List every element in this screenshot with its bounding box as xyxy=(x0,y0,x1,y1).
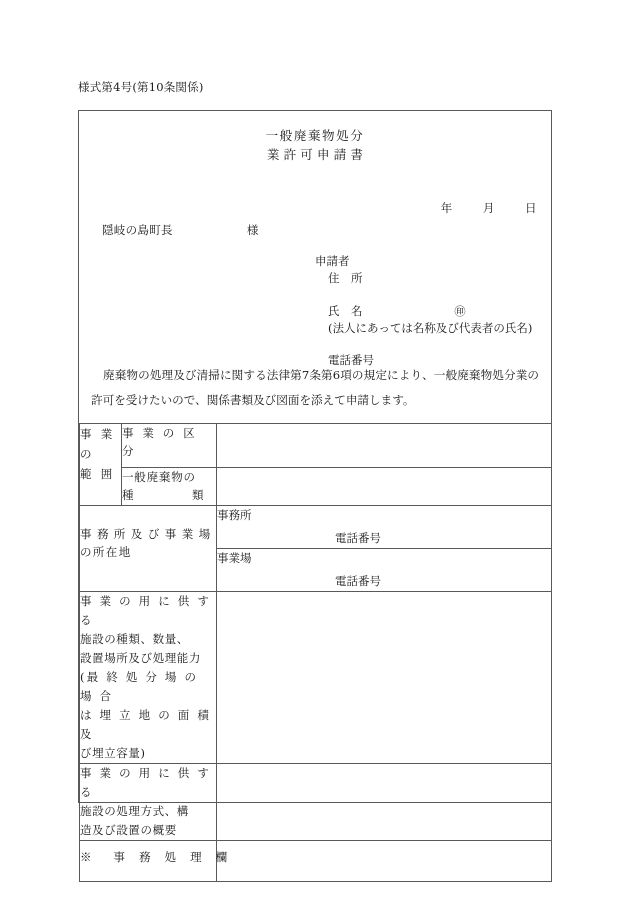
worksite-phone-label: 電話番号 xyxy=(335,574,381,588)
waste-type-label-kind2: 類 xyxy=(192,488,204,502)
document-title xyxy=(79,126,551,164)
facility-spec-line6: び埋立容量) xyxy=(80,746,146,760)
lead-paragraph-text: 廃棄物の処理及び清掃に関する法律第7条第6項の規定により、一般廃棄物処分業の許可を受けたいので、関係書類及び図面を添えて申請します。 xyxy=(91,368,539,407)
addressee xyxy=(102,222,259,238)
table-row-waste-type xyxy=(80,468,552,506)
location-label-line1: 事 務 所 及 び 事 業 場 xyxy=(80,527,212,541)
scope-label-line2: の xyxy=(80,447,95,461)
applicant-phone-label: 電話番号 xyxy=(328,353,374,367)
applicant-name-label: 氏 名 xyxy=(328,304,363,318)
facility-method-line2: 施設の処理方式、構 xyxy=(80,804,189,818)
date-year-label: 年 xyxy=(440,201,453,215)
date-month-label: 月 xyxy=(482,201,495,215)
lead-paragraph xyxy=(91,363,539,413)
addressee-honorific: 様 xyxy=(246,223,259,237)
facility-spec-line5: は 埋 立 地 の 面 積 及 xyxy=(80,708,212,741)
applicant-name-row xyxy=(315,303,532,320)
applicant-block xyxy=(315,253,532,369)
form-number: 様式第4号(第10条関係) xyxy=(78,80,204,94)
office-address-cell[interactable] xyxy=(217,506,552,549)
scope-category-label-text: 事 業 の 区 分 xyxy=(122,426,198,458)
waste-type-value[interactable] xyxy=(217,468,552,506)
waste-type-label-line1: 一般廃棄物の xyxy=(122,470,196,484)
scope-category-value[interactable] xyxy=(217,424,552,468)
location-label-line2: の所在地 xyxy=(80,545,132,559)
form-header-zone xyxy=(79,111,551,423)
table-row-facility-spec xyxy=(80,592,552,764)
scope-category-label xyxy=(122,424,217,468)
addressee-name: 隠岐の島町長 xyxy=(102,223,173,237)
date-line xyxy=(79,200,537,216)
facility-spec-line3: 設置場所及び処理能力 xyxy=(80,651,201,665)
location-label-cell xyxy=(80,506,217,592)
document-title-line2: 業許可申請書 xyxy=(266,147,368,162)
facility-method-value[interactable] xyxy=(217,764,552,841)
facility-spec-value[interactable] xyxy=(217,592,552,764)
table-row-facility-method xyxy=(80,764,552,841)
facility-spec-line1: 事 業 の 用 に 供 す る xyxy=(80,594,212,627)
application-table xyxy=(79,423,552,882)
facility-spec-line2: 施設の種類、数量、 xyxy=(80,632,189,646)
waste-type-label xyxy=(122,468,217,506)
table-row-office-location xyxy=(80,506,552,549)
facility-method-label xyxy=(80,764,217,841)
scope-label-line3: 範 囲 xyxy=(80,467,116,481)
office-use-label-text: ※ 事 務 処 理 欄 xyxy=(80,850,233,864)
document-title-line1: 一般廃棄物処分 xyxy=(265,128,365,143)
waste-type-label-line2 xyxy=(122,486,216,504)
applicant-heading: 申請者 xyxy=(315,254,350,268)
worksite-address-cell[interactable] xyxy=(217,549,552,592)
office-use-label xyxy=(80,841,233,882)
table-row-office-use xyxy=(80,841,552,882)
facility-method-line3: 造及び設置の概要 xyxy=(80,823,177,837)
facility-spec-label xyxy=(80,592,217,764)
office-phone-label: 電話番号 xyxy=(335,531,381,545)
scope-label-line1: 事 業 xyxy=(80,427,116,441)
scope-label-cell xyxy=(80,424,122,506)
seal-icon: ㊞ xyxy=(454,305,466,318)
applicant-address-label: 住 所 xyxy=(328,271,363,285)
form-frame xyxy=(78,110,552,864)
applicant-name-note: (法人にあっては名称及び代表者の氏名) xyxy=(328,321,533,335)
worksite-place-label: 事業場 xyxy=(217,551,252,565)
table-row-scope-category xyxy=(80,424,552,468)
facility-spec-line4: (最 終 処 分 場 の 場 合 xyxy=(80,670,199,703)
office-place-label: 事務所 xyxy=(217,508,252,522)
waste-type-label-kind1: 種 xyxy=(122,488,134,502)
date-day-label: 日 xyxy=(525,201,537,215)
facility-method-line1: 事 業 の 用 に 供 す る xyxy=(80,766,212,799)
office-use-value[interactable] xyxy=(217,841,552,882)
